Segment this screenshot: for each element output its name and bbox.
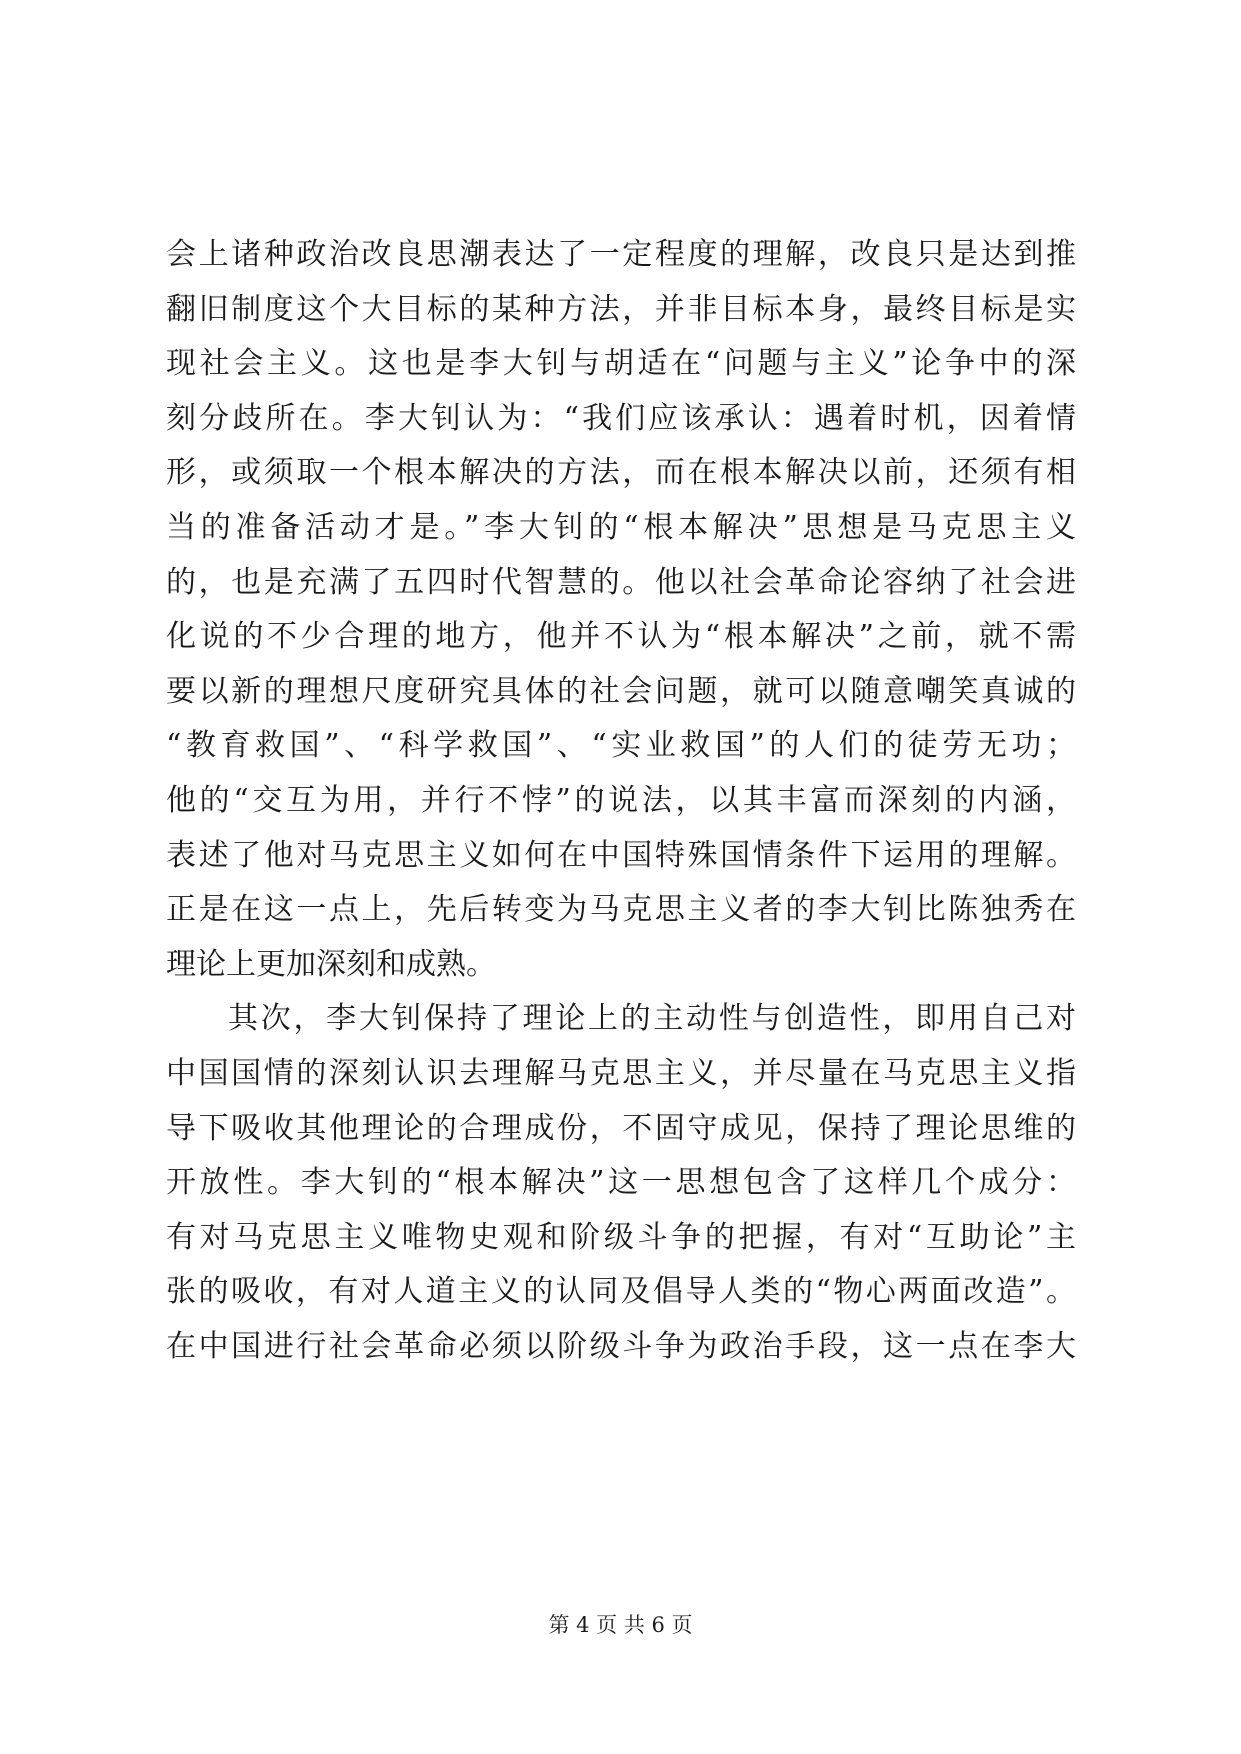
text-line: 开放性。李大钊的“根本解决”这一思想包含了这样几个成分： — [166, 1165, 1076, 1201]
body-text — [166, 228, 1076, 1374]
text-line: 的，也是充满了五四时代智慧的。他以社会革命论容纳了社会进 — [166, 564, 1076, 600]
text-line: 他的“交互为用，并行不悖”的说法，以其丰富而深刻的内涵， — [166, 782, 1076, 818]
page-number-footer: 第 4 页 共 6 页 — [548, 1613, 693, 1637]
text-line: 张的吸收，有对人道主义的认同及倡导人类的“物心两面改造”。 — [166, 1274, 1076, 1310]
paragraph-end-line: 理论上更加深刻和成熟。 — [166, 946, 496, 982]
text-line: 翻旧制度这个大目标的某种方法，并非目标本身，最终目标是实 — [166, 291, 1076, 327]
paragraph-start-line: 其次，李大钊保持了理论上的主动性与创造性，即用自己对 — [228, 1001, 1076, 1037]
text-line: 刻分歧所在。李大钊认为：“我们应该承认：遇着时机，因着情 — [166, 400, 1076, 436]
text-line: 会上诸种政治改良思潮表达了一定程度的理解，改良只是达到推 — [166, 237, 1076, 272]
text-line: “教育救国”、“科学救国”、“实业救国”的人们的徒劳无功； — [166, 728, 1076, 764]
text-line: 导下吸收其他理论的合理成份，不固守成见，保持了理论思维的 — [166, 1110, 1076, 1146]
text-line: 形，或须取一个根本解决的方法，而在根本解决以前，还须有相 — [166, 455, 1076, 491]
text-line: 正是在这一点上，先后转变为马克思主义者的李大钊比陈独秀在 — [166, 892, 1076, 928]
text-line: 当的准备活动才是。”李大钊的“根本解决”思想是马克思主义 — [166, 509, 1076, 545]
text-line: 要以新的理想尺度研究具体的社会问题，就可以随意嘲笑真诚的 — [166, 673, 1076, 709]
text-line: 中国国情的深刻认识去理解马克思主义，并尽量在马克思主义指 — [166, 1055, 1076, 1091]
text-line: 现社会主义。这也是李大钊与胡适在“问题与主义”论争中的深 — [166, 346, 1076, 382]
text-line: 表述了他对马克思主义如何在中国特殊国情条件下运用的理解。 — [166, 837, 1076, 873]
text-line: 化说的不少合理的地方，他并不认为“根本解决”之前，就不需 — [166, 619, 1076, 655]
text-line: 有对马克思主义唯物史观和阶级斗争的把握，有对“互助论”主 — [166, 1219, 1076, 1255]
text-line: 在中国进行社会革命必须以阶级斗争为政治手段，这一点在李大 — [166, 1328, 1076, 1364]
